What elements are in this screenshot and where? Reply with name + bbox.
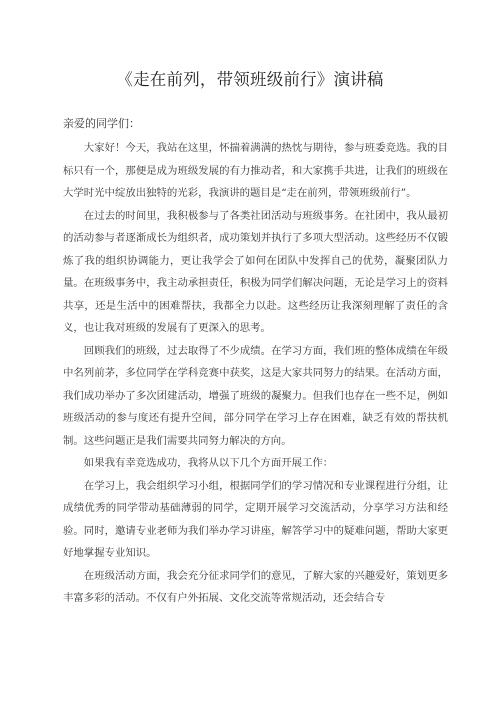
paragraph-review: 回顾我们的班级，过去取得了不少成绩。在学习方面，我们班的整体成绩在年级中名列前茅，多位同学在学科竞赛中获奖，这是大家共同努力的结果。在活动方面，我们成功举办了多次团建活动，增强了班级的凝聚力。但我们也存在一些不足，例如班级活动的参与度还有提升空间，部分同学在学习上存在困难，缺乏有效的帮扶机制。这些问题正是我们需要共同努力解决的方向。 [63, 344, 448, 447]
paragraph-study-plan: 在学习上，我会组织学习小组，根据同学们的学习情况和专业课程进行分组，让成绩优秀的同学带动基础薄弱的同学，定期开展学习交流活动，分享学习方法和经验。同时，邀请专业老师为我们举办学习讲座，解答学习中的疑难问题，帮助大家更好地掌握专业知识。 [63, 479, 448, 559]
paragraph-experience: 在过去的时间里，我积极参与了各类社团活动与班级事务。在社团中，我从最初的活动参与者逐渐成长为组织者，成功策划并执行了多项大型活动。这些经历不仅锻炼了我的组织协调能力，更让我学会了如何在团队中发挥自己的优势，凝聚团队力量。在班级事务中，我主动承担责任，积极为同学们解决问题，无论是学习上的资料共享，还是生活中的困难帮扶，我都全力以赴。这些经历让我深刻理解了责任的含义，也让我对班级的发展有了更深入的思考。 [63, 209, 448, 334]
paragraph-activity-plan: 在班级活动方面，我会充分征求同学们的意见，了解大家的兴趣爱好，策划更多丰富多彩的活动。不仅有户外拓展、文化交流等常规活动，还会结合专 [63, 569, 448, 604]
document-title: 《走在前列，带领班级前行》演讲稿 [116, 70, 384, 89]
salutation: 亲爱的同学们： [63, 117, 140, 130]
paragraph-greeting: 大家好！今天，我站在这里，怀揣着满满的热忱与期待，参与班委竞选。我的目标只有一个，那便是成为班级发展的有力推动者，和大家携手共进，让我们的班级在大学时光中绽放出独特的光彩，我演讲的题目是“走在前列，带领班级前行”。 [63, 142, 448, 199]
paragraph-plan-intro: 如果我有幸竞选成功，我将从以下几个方面开展工作： [83, 457, 334, 469]
document-body [63, 137, 448, 610]
